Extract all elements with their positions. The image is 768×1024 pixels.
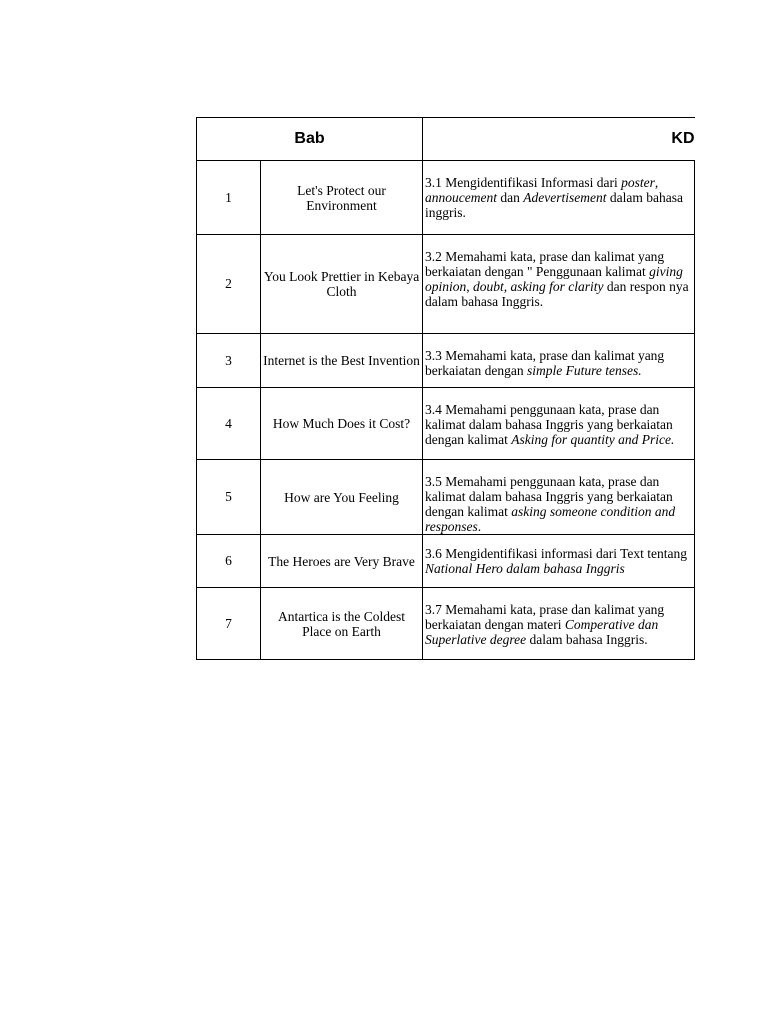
kd-text: 3.7 Memahami kata, prase dan kalimat yang berkaiatan dengan materi <box>425 602 665 632</box>
chapter-title: Let's Protect our Environment <box>261 161 423 235</box>
kd-description <box>423 388 695 460</box>
chapter-number: 5 <box>197 460 261 535</box>
table-row <box>197 588 695 660</box>
chapter-number: 1 <box>197 161 261 235</box>
chapter-number: 3 <box>197 334 261 388</box>
table-row <box>197 235 695 334</box>
kd-italic-text: simple Future tenses. <box>526 363 642 378</box>
chapter-title: Internet is the Best Invention <box>261 334 423 388</box>
table-row <box>197 161 695 235</box>
kd-text: dan <box>497 190 524 205</box>
chapter-title: Antartica is the Coldest Place on Earth <box>261 588 423 660</box>
kd-italic-text: Asking for quantity and Price. <box>511 432 675 447</box>
table-row <box>197 388 695 460</box>
kd-italic-text: poster <box>621 175 655 190</box>
chapter-title: How are You Feeling <box>261 460 423 535</box>
chapter-title: You Look Prettier in Kebaya Cloth <box>261 235 423 334</box>
kd-text: 3.6 Mengidentifikasi informasi dari Text tentang <box>425 546 688 561</box>
kd-text: 3.3 Memahami kata, prase dan kalimat yang berkaiatan dengan <box>425 348 665 378</box>
kd-text: dan respon nya dalam bahasa Inggris. <box>425 279 689 309</box>
table-row <box>197 535 695 588</box>
kd-text: 3.4 Memahami penggunaan kata, prase dan kalimat dalam bahasa Inggris yang berkaiatan dengan kalimat <box>425 402 673 447</box>
kd-text: , <box>654 175 659 190</box>
kd-italic-text: National Hero dalam bahasa Inggris <box>425 561 625 576</box>
chapter-title: The Heroes are Very Brave <box>261 535 423 588</box>
kd-text: 3.5 Memahami penggunaan kata, prase dan kalimat dalam bahasa Inggris yang berkaiatan dengan kalimat <box>425 474 673 519</box>
kd-text: , <box>466 279 474 294</box>
header-bab: Bab <box>197 118 423 161</box>
kd-text: dalam bahasa inggris. <box>425 190 683 220</box>
header-kd: KD <box>423 118 695 161</box>
kd-italic-text: giving opinion <box>425 264 683 294</box>
kd-italic-text: Adevertisement <box>523 190 607 205</box>
kd-description <box>423 235 695 334</box>
chapter-number: 2 <box>197 235 261 334</box>
kd-description <box>423 535 695 588</box>
chapter-number: 6 <box>197 535 261 588</box>
kd-description <box>423 588 695 660</box>
kd-text: dalam bahasa Inggris. <box>526 632 648 647</box>
kd-italic-text: doubt, asking for clarity <box>473 279 604 294</box>
chapter-number: 4 <box>197 388 261 460</box>
kd-italic-text: annoucement <box>425 190 497 205</box>
kd-description <box>423 334 695 388</box>
kd-description <box>423 460 695 535</box>
chapter-title: How Much Does it Cost? <box>261 388 423 460</box>
kd-text: 3.2 Memahami kata, prase dan kalimat yang berkaiatan dengan " Penggunaan kalimat <box>425 249 665 279</box>
header-row <box>197 118 695 161</box>
kd-text: . <box>477 519 482 534</box>
table-row <box>197 334 695 388</box>
chapter-number: 7 <box>197 588 261 660</box>
kd-description <box>423 161 695 235</box>
kd-italic-text: asking someone condition and responses <box>425 504 676 534</box>
kd-text: 3.1 Mengidentifikasi Informasi dari <box>425 175 622 190</box>
syllabus-table <box>196 117 695 660</box>
kd-italic-text: Comperative dan Superlative degree <box>425 617 659 647</box>
syllabus-table-container <box>196 117 694 660</box>
table-row <box>197 460 695 535</box>
